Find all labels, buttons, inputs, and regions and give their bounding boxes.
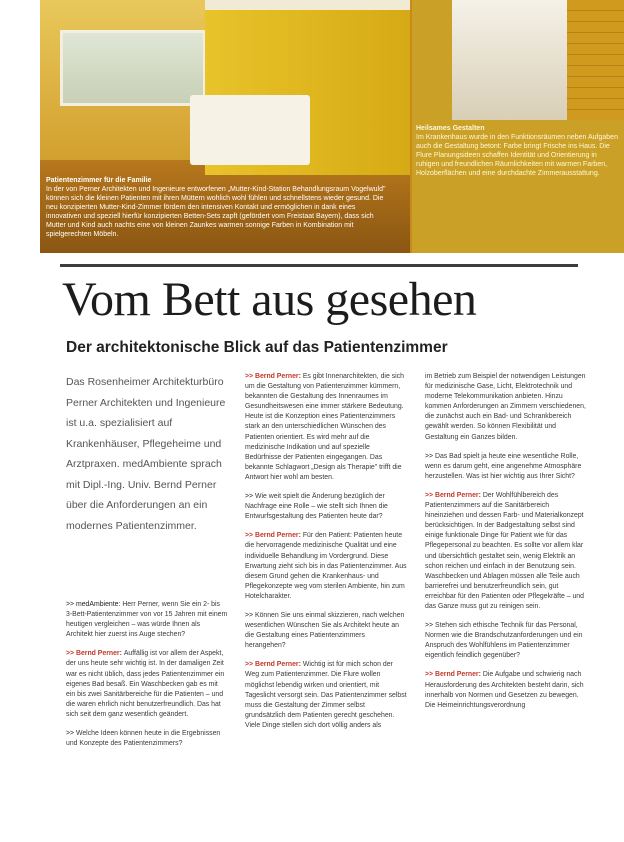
doorway-illustration [452,0,567,120]
text-column-3 [425,372,587,842]
locker-illustration [567,0,624,120]
interview-paragraph [425,621,587,661]
speaker-label: >> Bernd Perner: [425,671,483,679]
speaker-label: >> Bernd Perner: [245,373,303,380]
article-subhead: Der architektonische Blick auf das Patientenzimmer [66,339,448,356]
paragraph-text: Wie weit spielt die Änderung bezüglich der Nachfrage eine Rolle – wie stellt sich Ihnen die Entwurfsgestaltung des Patienten heute dar? [245,493,388,521]
paragraph-text: Herr Perner, wenn Sie ein 2- bis 3-Bett-Patientenzimmer von vor 15 Jahren mit einem heutigen vergleichen – was würde Ihnen als Architekt hier zuerst ins Auge stechen? [66,601,228,639]
speaker-label: >> medAmbiente: [66,601,123,608]
paragraph-text: Welche Ideen können heute in die Ergebnissen und Konzepte des Patientenzimmers? [66,730,221,748]
interview-paragraph [245,372,407,483]
speaker-label: >> Bernd Perner: [245,661,303,669]
speaker-label: >> [245,611,255,619]
paragraph-text: Es gibt Innenarchitekten, die sich um die Gestaltung von Patientenzimmer kümmern, bekannten die Gestaltung des Innenraumes im Gesundheitswesen eine immer stärkere Bedeutung. Heute ist die Konzeption eines Patientenzimmers stark an den unterschiedlichen Wünschen des Patienten orientiert. Es wird mehr auf die medizinische Indikation und auf spezielle Bedürfnisse der Patienten eingegangen. Das bekannte Schlagwort „Design als Therapie" trifft die Antwort hier wohl am besten. [245,373,404,481]
interview-paragraph [66,729,228,749]
interview-paragraph [425,491,587,612]
paragraph-text: Können Sie uns einmal skizzieren, nach welchen wesentlichen Wünschen Sie als Architekt heute an die Gestaltung eines Patientenzimmers herangehen? [245,611,405,650]
speaker-label: >> Bernd Perner: [66,650,124,658]
article-headline: Vom Bett aus gesehen [62,273,477,326]
bed-illustration [190,95,310,165]
right-photo-caption [416,124,620,178]
interview-paragraph [425,372,587,443]
paragraph-text: Wichtig ist für mich schon der Weg zum Patientenzimmer. Die Flure wollen möglichst lebendig wirken und orientiert, mit Tageslicht versorgt sein. Das Patientenzimmer selbst muss die Gestaltung der Zimmer selbst grundsätzlich dem Patienten gerecht geschehen. Viele Dinge stellen sich dort völlig anders als [245,661,407,729]
left-caption-text: In der von Perner Architekten und Ingenieure entworfenen „Mutter-Kind-Station Behandlungsraum Vogelwuld" können sich die kleinen Patienten mit ihren Müttern wohlich wohl fühlen und schnellstens wieder gesund. Die neu konzipierten Mutter-Kind-Zimmer fördern den intensiven Kontakt und ermöglichen in dank eines innovativen und speziell hierfür konzipierten Betten-Sets zapft (gefördert vom Freistaat Bayern), dass sich Mutter und Kind auch nachts eine von kleinen Zaunkes warmen sonnige Farben in Kombination mit spielgerechten Möbeln. [46,186,386,238]
paragraph-text: Für den Patient: Patienten heute die hervorragende medizinische Qualität und eine individuelle Behandlung im Vordergrund. Diese Erwartung zieht sich bis in das Patientenzimmer. Aus diesem Grund gehen die Krankenhaus- und Pflegekonzepte weg vom sterilen Ambiente, hin zum Hotelcharakter. [245,532,407,600]
speaker-label: >> [66,730,76,738]
speaker-label: >> [245,493,255,501]
paragraph-text: im Betrieb zum Beispiel der notwendigen Leistungen für medizinische Gase, Licht, Elektrotechnik und moderne Telekommunikation anbieten. Hinzu kommen Anforderungen an Zimmern verschiedenen, die zunächst auch ein Bad- und Schrankbereich gewählt werden. So können Flexibilität und Gestaltung ein Ganzes bilden. [425,373,586,441]
paragraph-text: Die Aufgabe und schwierig nach Herausforderung des Architekten besteht darin, sich innerhalb von Normen und Gesetzen zu bewegen. Die Heimeinrichtungsverordnung [425,671,584,709]
right-caption-text: Im Krankenhaus wurde in den Funktionsräumen neben Aufgaben auch die Gestaltung betont: Farbe bringt Frische ins Haus. Die Flure Planungsideen schaffen Identität und Orientierung in ruhigen und freundlichen Räumlichkeiten mit warmen Farben, Holzoberflächen und eine durchdachte Zimmerausstattung. [416,134,618,177]
paragraph-text: Stehen sich ethische Technik für das Personal, Normen wie die Brandschutzanforderungen und ein Anspruch des Wohlfühlens im Patientenzimmer eigentlich feindlich gegenüber? [425,622,583,660]
right-caption-title: Heilsames Gestalten [416,125,485,132]
interview-paragraph [245,660,407,731]
paragraph-text: Auffällig ist vor allem der Aspekt, der uns heute sehr wichtig ist. In der damaligen Zeit war es nicht üblich, dass jedes Patientenzimmer ein eigenes Bad besaß. Ein Waschbecken gab es mit ein bis zwei Sanitärbereiche für die Patienten – und die waren ehrlich nicht benutzerfreundlich. Das hat sich seit dem ganz wesentlich geändert. [66,650,225,718]
interview-paragraph [245,492,407,522]
photo-band [40,0,624,253]
interview-paragraph [425,452,587,482]
paragraph-text: Das Bad spielt ja heute eine wesentliche Rolle, wenn es darum geht, eine angenehme Atmosphäre herzustellen. Was ist hier wichtig aus Ihrer Sicht? [425,452,582,480]
patient-room-photo [40,0,410,253]
interview-paragraph [66,600,228,640]
interview-paragraph [66,649,228,720]
article-intro: Das Rosenheimer Architekturbüro Perner Architekten und Ingenieure ist u.a. spezialisiert auf Krankenhäuser, Pflegeheime und Arztpraxen. medAmbiente sprach mit Dipl.-Ing. Univ. Bernd Perner über die Anforderungen an ein modernes Patientenzimmer. [66,376,226,532]
speaker-label: >> Bernd Perner: [245,532,303,540]
paragraph-text: Der Wohlfühlbereich des Patientenzimmers auf die Sanitärbereich hineinziehen und dessen Farb- und Materialkonzept berücksichtigen. In der Badgestaltung selbst sind einige funktionale Dinge für Patient wie für das Pflegepersonal zu beachten. Es sollte vor allem klar und übersichtlich gestaltet sein, wenig Elektrik an schon reichen und einfach in der Benutzung sein. Waschbecken und Ablagen müssen alle Teile auch barrierefrei und benutzerfreundlich sein, gut erreichbar für den Patienten oder Pflegekräfte – und das Ganze muss gut zu reinigen sein. [425,491,584,610]
left-photo-caption [46,176,386,239]
speaker-label: >> [425,452,435,460]
text-column-1 [66,600,228,842]
interview-paragraph [245,611,407,651]
left-caption-title: Patientenzimmer für die Familie [46,177,152,184]
speaker-label: >> [425,622,435,630]
interview-paragraph [245,531,407,602]
text-column-2 [245,372,407,842]
headline-rule [60,264,578,267]
speaker-label: >> Bernd Perner: [425,491,483,499]
corridor-photo [412,0,624,253]
window-illustration [60,30,206,106]
interview-paragraph [425,670,587,710]
